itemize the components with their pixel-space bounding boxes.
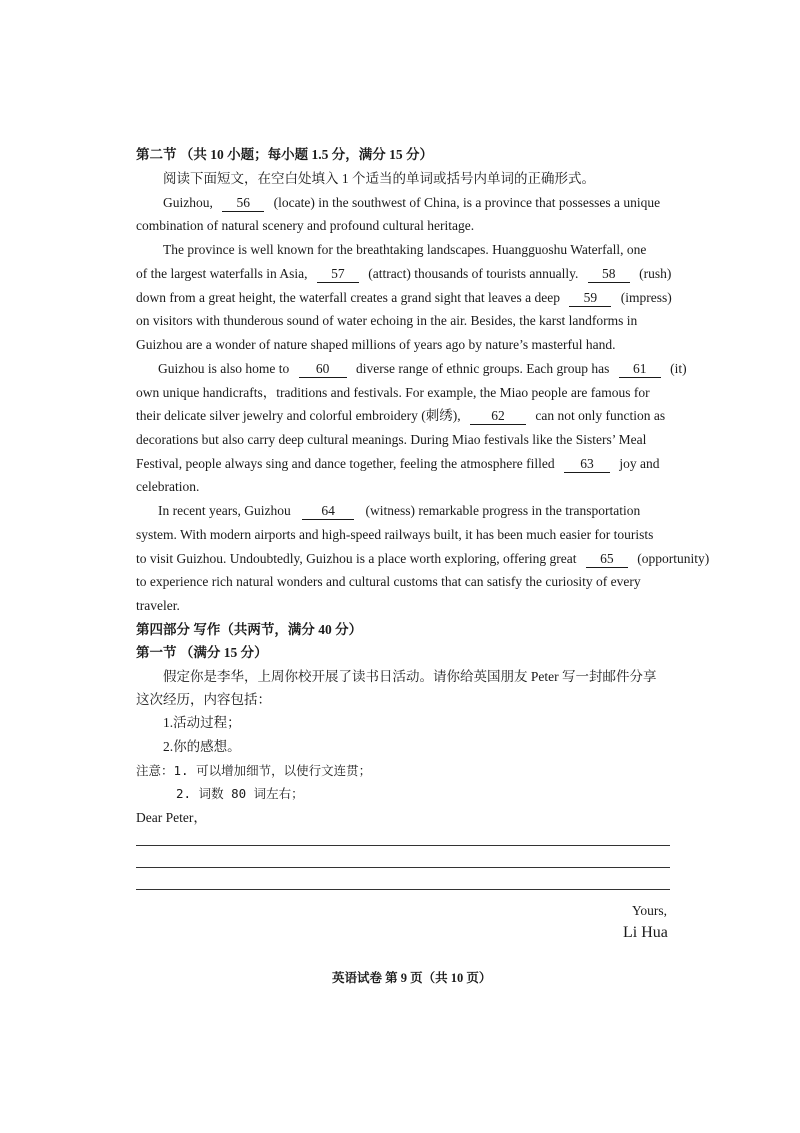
writing-line[interactable] bbox=[136, 867, 670, 868]
answer-blank-63[interactable]: 63 bbox=[564, 456, 610, 473]
text-fragment: (opportunity) bbox=[637, 551, 710, 566]
note-text: 2. 词数 80 词左右； bbox=[176, 786, 304, 801]
text-fragment: (attract) thousands of tourists annually. bbox=[368, 266, 579, 281]
page-footer: 英语试卷 第 9 页（共 10 页） bbox=[332, 971, 492, 985]
passage-line bbox=[136, 549, 709, 569]
text-fragment: (witness) remarkable progress in the transportation bbox=[365, 503, 641, 518]
writing-line[interactable] bbox=[136, 845, 670, 846]
text-fragment: of the largest waterfalls in Asia, bbox=[136, 266, 308, 281]
passage-line bbox=[158, 501, 640, 521]
answer-blank-59[interactable]: 59 bbox=[569, 290, 611, 307]
passage-line: traveler. bbox=[136, 598, 180, 613]
passage-line: celebration. bbox=[136, 479, 200, 494]
passage-line: own unique handicrafts，traditions and festivals. For example, the Miao people are famous for bbox=[136, 385, 650, 400]
content-item: 2.你的感想。 bbox=[163, 739, 241, 754]
passage-line: combination of natural scenery and profound cultural heritage. bbox=[136, 218, 475, 233]
text-fragment: their delicate silver jewelry and colorful embroidery (刺绣), bbox=[136, 408, 461, 423]
passage-line bbox=[136, 406, 665, 426]
prompt-text: 这次经历，内容包括： bbox=[136, 692, 271, 707]
closing: Yours, bbox=[632, 903, 668, 918]
text-fragment: In recent years, Guizhou bbox=[158, 503, 291, 518]
answer-blank-56[interactable]: 56 bbox=[222, 195, 264, 212]
signature: Li Hua bbox=[623, 924, 668, 941]
text-fragment: joy and bbox=[619, 456, 660, 471]
passage-line bbox=[136, 264, 671, 284]
section-header: 第一节 （满分 15 分） bbox=[136, 645, 268, 660]
text-fragment: Guizhou is also home to bbox=[158, 361, 290, 376]
writing-line[interactable] bbox=[136, 889, 670, 890]
answer-blank-58[interactable]: 58 bbox=[588, 266, 630, 283]
answer-blank-65[interactable]: 65 bbox=[586, 551, 628, 568]
answer-blank-62[interactable]: 62 bbox=[470, 408, 526, 425]
passage-line: on visitors with thunderous sound of water echoing in the air. Besides, the karst landforms in bbox=[136, 313, 638, 328]
passage-line bbox=[163, 193, 660, 213]
instruction-text: 阅读下面短文，在空白处填入 1 个适当的单词或括号内单词的正确形式。 bbox=[163, 171, 595, 186]
passage-line: Guizhou are a wonder of nature shaped millions of years ago by nature’s masterful hand. bbox=[136, 337, 616, 352]
answer-blank-57[interactable]: 57 bbox=[317, 266, 359, 283]
passage-line: to experience rich natural wonders and cultural customs that can satisfy the curiosity of every bbox=[136, 574, 641, 589]
text-fragment: to visit Guizhou. Undoubtedly, Guizhou is a place worth exploring, offering great bbox=[136, 551, 577, 566]
part-header: 第四部分 写作（共两节，满分 40 分） bbox=[136, 622, 363, 637]
prompt-text: 假定你是李华，上周你校开展了读书日活动。请你给英国朋友 Peter 写一封邮件分享 bbox=[163, 669, 657, 684]
text-fragment: diverse range of ethnic groups. Each group has bbox=[356, 361, 610, 376]
passage-line bbox=[136, 288, 672, 308]
passage-line bbox=[136, 454, 659, 474]
text-fragment: (impress) bbox=[620, 290, 672, 305]
text-fragment: down from a great height, the waterfall creates a grand sight that leaves a deep bbox=[136, 290, 560, 305]
passage-line: decorations but also carry deep cultural meanings. During Miao festivals like the Sisters’ Meal bbox=[136, 432, 647, 447]
text-fragment: can not only function as bbox=[535, 408, 666, 423]
passage-line: system. With modern airports and high-speed railways built, it has been much easier for tourists bbox=[136, 527, 654, 542]
text-fragment: (locate) in the southwest of China, is a province that possesses a unique bbox=[273, 195, 661, 210]
content-item: 1.活动过程； bbox=[163, 715, 241, 730]
section-header: 第二节 （共 10 小题；每小题 1.5 分，满分 15 分） bbox=[136, 147, 433, 162]
answer-blank-60[interactable]: 60 bbox=[299, 361, 347, 378]
salutation: Dear Peter， bbox=[136, 810, 207, 825]
note-text: 注意：1. 可以增加细节，以使行文连贯； bbox=[136, 763, 372, 778]
passage-line bbox=[158, 359, 687, 379]
text-fragment: (it) bbox=[670, 361, 687, 376]
passage-line: The province is well known for the breathtaking landscapes. Huangguoshu Waterfall, one bbox=[163, 242, 647, 257]
answer-blank-61[interactable]: 61 bbox=[619, 361, 661, 378]
text-fragment: (rush) bbox=[639, 266, 672, 281]
text-fragment: Guizhou, bbox=[163, 195, 213, 210]
text-fragment: Festival, people always sing and dance together, feeling the atmosphere filled bbox=[136, 456, 555, 471]
answer-blank-64[interactable]: 64 bbox=[302, 503, 354, 520]
